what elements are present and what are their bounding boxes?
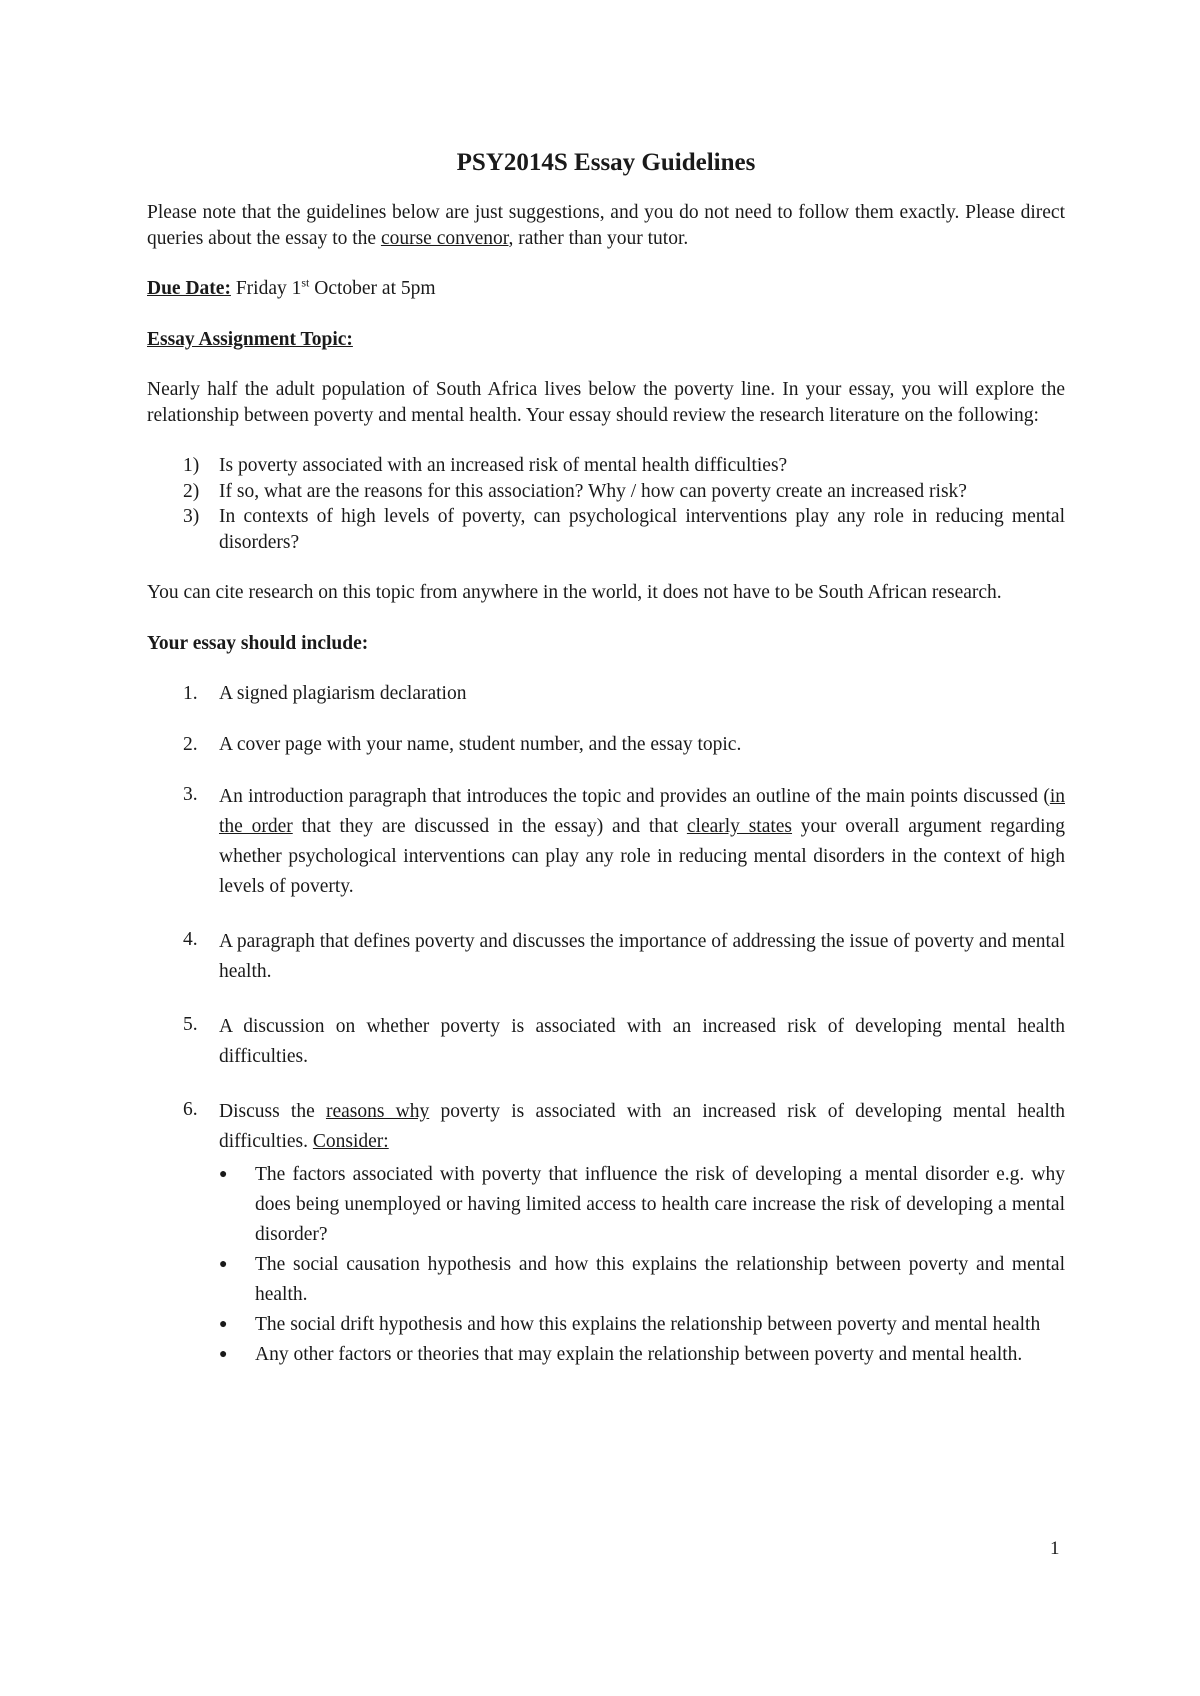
document-body — [147, 140, 1065, 1370]
topic-paragraph: Nearly half the adult population of South Africa lives below the poverty line. In your essay, you will explore the relationship between poverty and mental health. Your essay should review the research literature on the following: — [147, 379, 1065, 426]
page-number: 1 — [1050, 1538, 1060, 1559]
requirement-number: 3. — [183, 784, 198, 805]
requirement-item — [147, 1097, 1065, 1370]
underlined-consider: Consider: — [312, 1131, 389, 1152]
question-text: Is poverty associated with an increased risk of mental health difficulties? — [219, 455, 788, 476]
bullet-text: The social causation hypothesis and how this explains the relationship between poverty and mental health. — [255, 1254, 1065, 1305]
requirement-item — [147, 681, 1065, 707]
document-title: PSY2014S Essay Guidelines — [456, 149, 756, 176]
underlined-clearly-states: clearly states — [686, 816, 793, 837]
requirement-text: An introduction paragraph that introduces the topic and provides an outline of the main points discussed (in the order that they are discussed in the essay) and that clearly states your overall argument regarding whether psychological interventions can play any role in reducing mental disorders in the context of high levels of poverty. — [219, 786, 1065, 897]
requirement-text: Discuss the reasons why poverty is associated with an increased risk of developing mental health difficulties. Consider: ● The factors associated with poverty that influence the risk of developing a mental disorder e.g. why does being unemployed or having limited access to health care increase the risk of developing a mental disorder? ● The social causation hypothesis and how this explains the relationship between poverty and mental health. ● The social drift hypothesis and how this explains the relationship between poverty and mental health ● Any other factors or theories that may explain the relationship between poverty and mental health. — [219, 1097, 1065, 1370]
requirement-text: A signed plagiarism declaration — [219, 683, 467, 704]
intro-text-2: , rather than your tutor. — [508, 227, 689, 249]
bullet-item — [219, 1310, 1065, 1340]
bullet-icon: ● — [219, 1257, 228, 1272]
question-item — [147, 504, 1065, 555]
requirement-item — [147, 927, 1065, 987]
question-item — [147, 479, 1065, 505]
topic-heading: Essay Assignment Topic: — [147, 328, 353, 350]
research-questions-list — [147, 453, 1065, 555]
question-number: 2) — [183, 480, 200, 502]
requirement-text: A discussion on whether poverty is associated with an increased risk of developing mental health difficulties. — [219, 1016, 1065, 1067]
requirement-item — [147, 782, 1065, 902]
due-date-label: Due Date: — [147, 278, 231, 299]
consider-bullet-list — [219, 1160, 1065, 1370]
due-date-rest: October at 5pm — [309, 278, 436, 299]
intro-paragraph — [147, 200, 1065, 251]
bullet-text: The factors associated with poverty that influence the risk of developing a mental disorder e.g. why does being unemployed or having limited access to health care increase the risk of developing a mental disorder? — [255, 1164, 1065, 1245]
course-convenor-link: course convenor — [380, 227, 509, 249]
due-date-line — [147, 276, 1065, 302]
underlined-in-the-order: in the order — [219, 786, 1065, 837]
requirement-number: 5. — [183, 1014, 198, 1035]
bullet-icon: ● — [219, 1167, 228, 1182]
question-item — [147, 453, 1065, 479]
bullet-item — [219, 1160, 1065, 1250]
requirement-number: 6. — [183, 1099, 198, 1120]
intro-text-1: Please note that the guidelines below are just suggestions, and you do not need to follow them exactly. Please direct queries about the essay to the — [147, 202, 1065, 249]
requirement-text: A cover page with your name, student number, and the essay topic. — [219, 733, 742, 755]
requirement-number: 2. — [183, 733, 198, 755]
underlined-reasons-why: reasons why — [325, 1101, 430, 1122]
requirement-number: 1. — [183, 683, 198, 704]
question-text: If so, what are the reasons for this association? Why / how can poverty create an increased risk? — [219, 480, 967, 502]
bullet-item — [219, 1250, 1065, 1310]
include-heading: Your essay should include: — [147, 632, 369, 654]
bullet-icon: ● — [219, 1347, 228, 1362]
requirement-item — [147, 1012, 1065, 1072]
bullet-text: Any other factors or theories that may explain the relationship between poverty and mental health. — [255, 1344, 1023, 1365]
question-text: In contexts of high levels of poverty, can psychological interventions play any role in reducing mental disorders? — [219, 506, 1065, 553]
requirements-list — [147, 681, 1065, 1370]
requirement-text: A paragraph that defines poverty and discusses the importance of addressing the issue of poverty and mental health. — [219, 931, 1065, 982]
cite-note: You can cite research on this topic from anywhere in the world, it does not have to be South African research. — [147, 582, 1002, 603]
bullet-icon: ● — [219, 1317, 228, 1332]
due-date-superscript: st — [301, 275, 310, 290]
requirement-item — [147, 732, 1065, 758]
requirement-number: 4. — [183, 929, 198, 950]
question-number: 3) — [183, 506, 200, 527]
due-date-day: Friday 1 — [230, 278, 302, 299]
bullet-text: The social drift hypothesis and how this explains the relationship between poverty and mental health — [255, 1314, 1041, 1335]
bullet-item — [219, 1340, 1065, 1370]
question-number: 1) — [183, 455, 200, 476]
